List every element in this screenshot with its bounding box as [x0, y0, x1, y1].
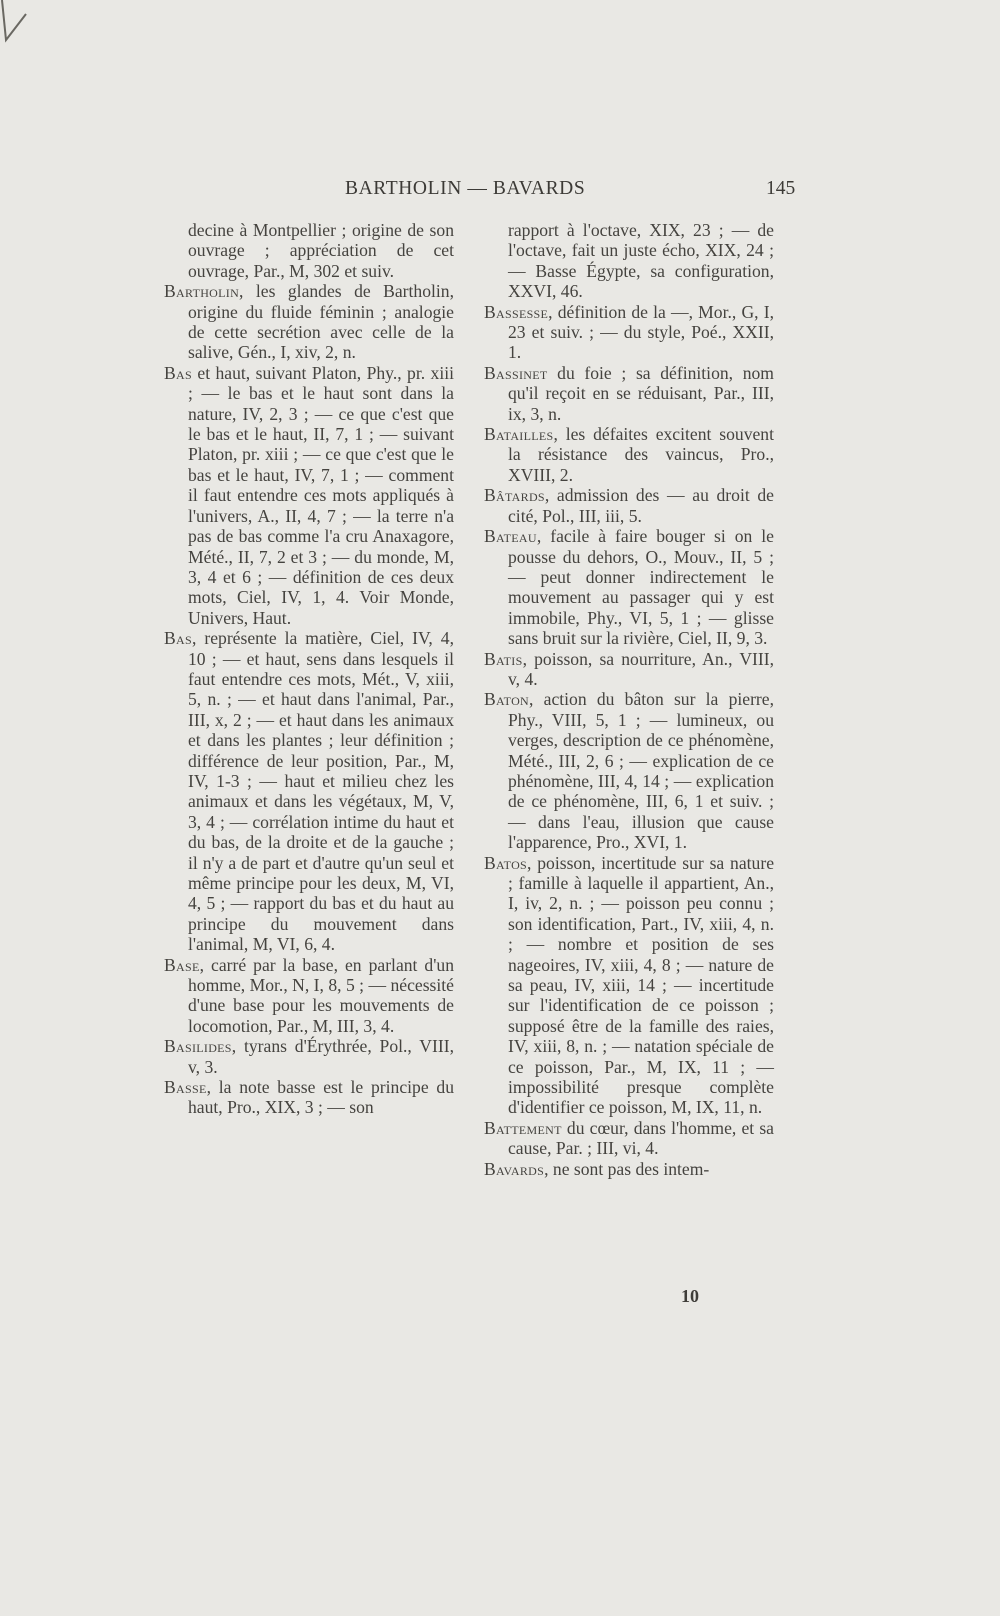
index-entry [484, 1118, 774, 1159]
entry-headword: Baton [484, 689, 530, 710]
signature-mark: 10 [681, 1286, 699, 1306]
entry-text: rapport à l'octave, XIX, 23 ; — de l'octave, fait un juste écho, XIX, 24 ; — Basse Égypte, sa configuration, XXVI, 46. [508, 220, 774, 302]
entry-headword: Bas [164, 628, 192, 649]
entry-headword: Bassinet [484, 362, 548, 383]
entry-text: , les défaites excitent souvent la résistance des vaincus, Pro., XVIII, 2. [508, 424, 774, 485]
entry-text: et haut, suivant Platon, Phy., pr. xiii ; — le bas et le haut sont dans la nature, IV, 2, 3 ; — ce que c'est que le bas et le haut, II, 7, 1 ; — suivant Platon, pr. xiii ; — ce que c'est que le bas et le haut, IV, 7, 1 ; — comment il faut entendre ces mots appliqués à l'univers, A., II, 4, 7 ; — la terre n'a pas de bas comme l'a cru Anaxagore, Mété., II, 7, 2 et 3 ; — du monde, M, 3, 4 et 6 ; — définition de ces deux mots, Ciel, IV, 1, 4. Voir Monde, Univers, Haut. [188, 362, 454, 628]
entry-headword: Battement [484, 1117, 562, 1138]
entry-text: , tyrans d'Érythrée, Pol., VIII, v, 3. [188, 1036, 454, 1077]
entry-text: , admission des — au droit de cité, Pol., III, iii, 5. [508, 485, 774, 526]
entry-headword: Bateau [484, 526, 537, 547]
entry-text: , ne sont pas des intem- [544, 1158, 710, 1179]
index-column-right [484, 220, 774, 1179]
entry-headword: Batailles [484, 424, 554, 445]
entry-headword: Bavards [484, 1158, 545, 1179]
entry-headword: Batis [484, 648, 523, 669]
page-number: 145 [766, 178, 796, 199]
entry-text: , facile à faire bouger si on le pousse du dehors, O., Mouv., II, 5 ; — peut donner indirectement le mouvement au passager qui y est immobile, Phy., VI, 5, 1 ; — glisse sans bruit sur la rivière, Ciel, II, 9, 3. [508, 526, 774, 649]
index-entry [484, 526, 774, 648]
entry-headword: Batos [484, 852, 528, 873]
index-entry [164, 220, 454, 281]
index-entry [484, 689, 774, 852]
corner-scan-mark [0, 0, 30, 50]
entry-text: , action du bâton sur la pierre, Phy., VIII, 5, 1 ; — lumineux, ou verges, description de ce phénomène, Mété., III, 2, 6 ; — explication de ce phénomène, III, 4, 14 ; — explication de ce phénomène, III, 6, 1 et suiv. ; — dans l'eau, illusion que cause l'apparence, Pro., XVI, 1. [508, 689, 774, 853]
entry-text: , définition de la —, Mor., G, I, 23 et suiv. ; — du style, Poé., XXII, 1. [508, 301, 774, 363]
entry-text: du foie ; sa définition, nom qu'il reçoit en se réduisant, Par., III, ix, 3, n. [508, 362, 774, 424]
index-entry [484, 485, 774, 526]
running-head-title: BARTHOLIN — BAVARDS [345, 178, 586, 199]
index-column-left [164, 220, 454, 1118]
index-entry [164, 955, 454, 1037]
entry-text: , carré par la base, en parlant d'un homme, Mor., N, I, 8, 5 ; — nécessité d'une base pour les mouvements de locomotion, Par., M, III, 3, 4. [188, 954, 454, 1036]
running-head [0, 178, 1000, 208]
index-entry [164, 1036, 454, 1077]
entry-headword: Bartholin [164, 281, 240, 302]
entry-headword: Base [164, 954, 200, 975]
entry-text: decine à Montpellier ; origine de son ouvrage ; appréciation de cet ouvrage, Par., M, 302 et suiv. [188, 220, 454, 281]
index-entry [164, 281, 454, 363]
entry-headword: Basse [164, 1077, 207, 1098]
index-entry [484, 363, 774, 424]
entry-text: , poisson, incertitude sur sa nature ; famille à laquelle il appartient, An., I, iv, 2, n. ; — poisson peu connu ; son identification, Part., IV, xiii, 4, n. ; — nombre et position de ses nageoires, IV, xiii, 4, 8 ; — nature de sa peau, IV, xiii, 14 ; — incertitude sur l'identification de ce poisson ; supposé être de la famille des raies, IV, xiii, 8, n. ; — natation spéciale de ce poisson, Par., M, IX, 11 ; — impossibilité presque complète d'identifier ce poisson, M, IX, 11, n. [508, 852, 774, 1118]
index-entry [484, 302, 774, 363]
entry-headword: Bassesse [484, 301, 549, 322]
index-entry [484, 220, 774, 302]
entry-headword: Basilides [164, 1036, 232, 1057]
entry-headword: Bas [164, 362, 192, 383]
entry-text: , représente la matière, Ciel, IV, 4, 10 ; — et haut, sens dans lesquels il faut entendre ces mots, Mét., V, xiii, 5, n. ; — et haut dans l'animal, Par., III, x, 2 ; — et haut dans les animaux et dans les plantes ; leur définition ; différence de leur position, Par., M, IV, 1-3 ; — haut et milieu chez les animaux et dans les végétaux, M, V, 3, 4 ; — corrélation intime du haut et du bas, de la droite et de la gauche ; il n'y a de part et d'autre qu'un seul et même principe pour les deux, M, VI, 4, 5 ; — rapport du bas et du haut au principe du mouvement dans l'animal, M, VI, 6, 4. [188, 628, 454, 955]
entry-text: , la note basse est le principe du haut, Pro., XIX, 3 ; — son [188, 1077, 454, 1118]
index-entry [484, 424, 774, 485]
index-entry [164, 363, 454, 628]
index-entry [484, 1159, 774, 1179]
index-entry [164, 628, 454, 955]
index-entry [484, 853, 774, 1118]
index-entry [484, 649, 774, 690]
index-entry [164, 1077, 454, 1118]
entry-text: , poisson, sa nourriture, An., VIII, v, 4. [508, 648, 774, 689]
entry-text: , les glandes de Bartholin, origine du fluide féminin ; analogie de cette secrétion avec celle de la salive, Gén., I, xiv, 2, n. [188, 281, 454, 363]
entry-text: du cœur, dans l'homme, et sa cause, Par. ; III, vi, 4. [508, 1117, 774, 1159]
entry-headword: Bâtards [484, 485, 545, 506]
